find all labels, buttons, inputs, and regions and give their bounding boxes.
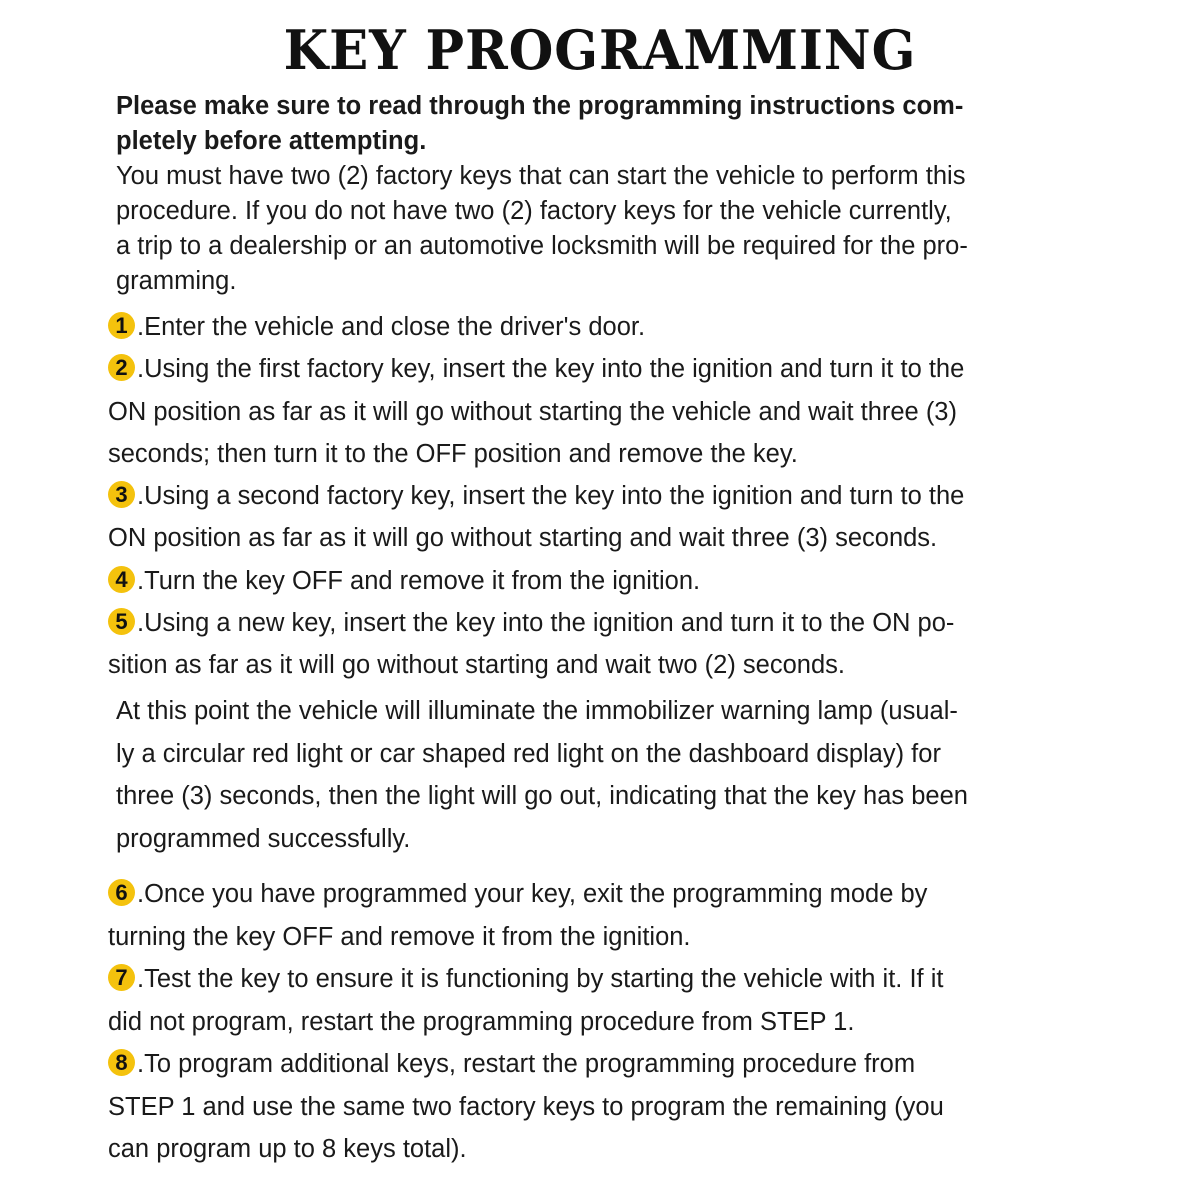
note-paragraph bbox=[116, 690, 1106, 860]
step-text: .Turn the key OFF and remove it from the ignition. bbox=[137, 566, 701, 595]
step-4 bbox=[108, 560, 1108, 602]
step-2 bbox=[108, 348, 1108, 475]
step-line: turning the key OFF and remove it from the ignition. bbox=[108, 922, 691, 951]
note-line: ly a circular red light or car shaped red light on the dashboard display) for bbox=[116, 739, 941, 768]
step-6 bbox=[108, 873, 1108, 958]
step-number-badge: 7 bbox=[108, 964, 135, 991]
step-5 bbox=[108, 602, 1108, 687]
step-3 bbox=[108, 475, 1108, 560]
step-number-badge: 8 bbox=[108, 1049, 135, 1076]
step-7 bbox=[108, 958, 1108, 1043]
steps-list-second bbox=[108, 873, 1108, 1171]
step-8 bbox=[108, 1043, 1108, 1171]
note-line: programmed successfully. bbox=[116, 824, 411, 853]
step-line: STEP 1 and use the same two factory keys to program the remaining (you bbox=[108, 1092, 944, 1121]
step-line bbox=[108, 560, 1108, 602]
step-text: .Using a new key, insert the key into the ignition and turn it to the ON po- bbox=[137, 609, 955, 638]
note-line: At this point the vehicle will illuminate the immobilizer warning lamp (usual- bbox=[116, 697, 958, 725]
step-line bbox=[108, 475, 1108, 517]
step-line: seconds; then turn it to the OFF position and remove the key. bbox=[108, 439, 798, 468]
step-text: .To program additional keys, restart the programming procedure from bbox=[137, 1050, 916, 1078]
step-1 bbox=[108, 306, 1108, 348]
step-line bbox=[108, 1043, 1108, 1086]
intro-body-paragraph bbox=[116, 159, 1106, 299]
step-text: .Once you have programmed your key, exit the programming mode by bbox=[137, 880, 928, 908]
step-number-badge: 5 bbox=[108, 608, 135, 635]
step-line bbox=[108, 958, 1108, 1001]
step-number-badge: 2 bbox=[108, 354, 135, 381]
step-line bbox=[108, 306, 1108, 348]
note-line: three (3) seconds, then the light will go out, indicating that the key has been bbox=[116, 782, 968, 810]
step-number-badge: 4 bbox=[108, 566, 135, 593]
intro-bold-paragraph bbox=[116, 89, 1106, 159]
step-number-badge: 6 bbox=[108, 879, 135, 906]
step-line: ON position as far as it will go without starting the vehicle and wait three (3) bbox=[108, 397, 957, 426]
step-text: .Test the key to ensure it is functioning by starting the vehicle with it. If it bbox=[137, 965, 944, 993]
step-line: sition as far as it will go without starting and wait two (2) seconds. bbox=[108, 651, 845, 680]
step-line: did not program, restart the programming procedure from STEP 1. bbox=[108, 1007, 855, 1036]
step-line bbox=[108, 348, 1108, 390]
step-text: .Enter the vehicle and close the driver's door. bbox=[137, 313, 646, 341]
page-title: KEY PROGRAMMING bbox=[283, 18, 917, 82]
step-number-badge: 1 bbox=[108, 312, 135, 339]
step-text: .Using the first factory key, insert the key into the ignition and turn it to the bbox=[137, 355, 965, 384]
intro-bold-line: pletely before attempting. bbox=[116, 127, 427, 155]
intro-body-line: gramming. bbox=[116, 267, 237, 295]
intro-body-line: You must have two (2) factory keys that can start the vehicle to perform this bbox=[116, 162, 966, 190]
step-line: ON position as far as it will go without starting and wait three (3) seconds. bbox=[108, 524, 938, 553]
intro-body-line: a trip to a dealership or an automotive locksmith will be required for the pro- bbox=[116, 232, 968, 260]
steps-list-first bbox=[108, 306, 1108, 687]
step-line bbox=[108, 602, 1108, 644]
step-line bbox=[108, 873, 1108, 916]
intro-body-line: procedure. If you do not have two (2) factory keys for the vehicle currently, bbox=[116, 197, 952, 225]
step-text: .Using a second factory key, insert the key into the ignition and turn to the bbox=[137, 482, 965, 511]
intro-bold-line: Please make sure to read through the programming instructions com- bbox=[116, 92, 964, 120]
step-line: can program up to 8 keys total). bbox=[108, 1135, 467, 1163]
step-number-badge: 3 bbox=[108, 481, 135, 508]
